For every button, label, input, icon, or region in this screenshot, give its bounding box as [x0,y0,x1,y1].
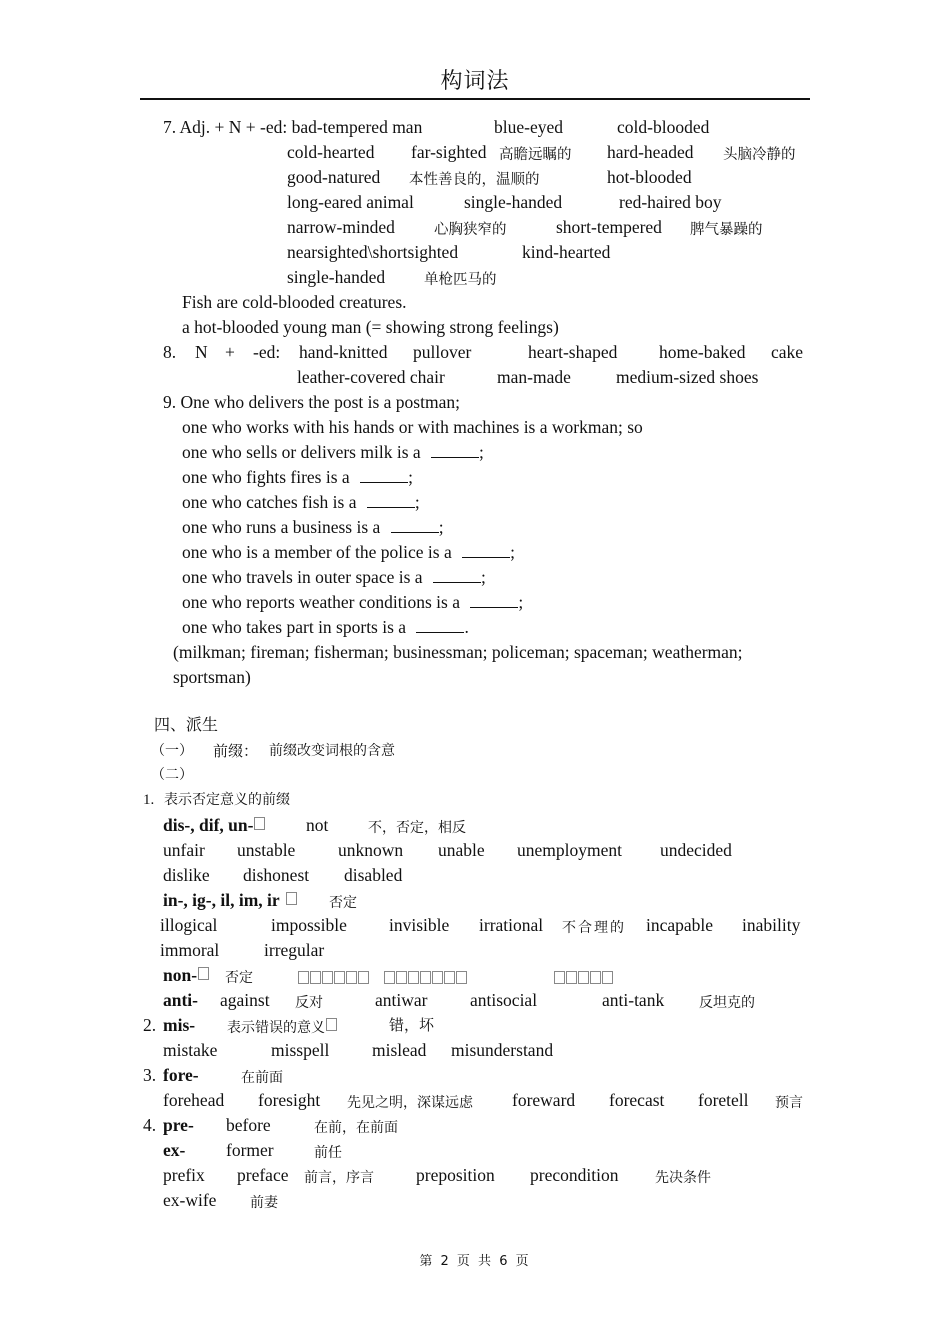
s7-line-4 [0,191,950,213]
s7-word: hard-headed [607,142,694,162]
s7-gloss: 本性善良的，温顺的 [409,172,540,188]
answer-blank [470,591,518,608]
s7-word: red-haired boy [619,192,722,212]
header-rule [140,98,810,100]
neg-prefix-heading: 1. 表示否定意义的前缀 [143,792,290,808]
s9-question: one who is a member of the police is a ; [182,542,515,562]
s7-word: single-handed [464,192,563,212]
s9-question: one who runs a business is a ; [182,517,444,537]
s7-line-3 [0,166,950,188]
prefix-label: non- [163,964,209,986]
s7-word: blue-eyed [494,117,563,137]
s8-word: medium-sized shoes [616,367,759,387]
s9-question: one who reports weather conditions is a ; [182,592,524,612]
s8-line-1 [0,341,950,363]
s7-line-6 [0,241,950,263]
s7-line-5 [0,216,950,238]
s9-question: one who takes part in sports is a . [182,617,469,637]
s7-gloss: 头脑冷静的 [723,147,796,163]
s9-question: one who catches fish is a ; [182,492,420,512]
fore-prefix-row: 3. fore- 在前面 [143,1065,283,1086]
s7-word: long-eared animal [287,192,414,212]
non-prefix-row: non- 否定 [0,964,950,986]
s9-line-2: one who works with his hands or with machines is a workman; so [182,417,643,437]
prefix-section-2: （二） [151,767,193,783]
s7-word: narrow-minded [287,217,395,237]
s7-word: nearsighted\shortsighted [287,242,459,262]
s8-word: cake [771,342,804,362]
s7-word: short-tempered [556,217,662,237]
s7-word: cold-blooded [617,117,710,137]
page-footer: 第 2 页 共 6 页 [419,1254,531,1269]
answer-blank [416,616,464,633]
s8-num: 8. [163,342,177,362]
prefix-gloss: 表示错误的意义 [227,1017,337,1039]
ex-prefix-row: ex- former 前任 [163,1140,342,1161]
s8-word: heart-shaped [528,342,618,362]
prefix-label: mis- [163,1015,196,1035]
s7-gloss: 高瞻远瞩的 [499,147,572,163]
prefix-label: dis-, dif, un- [163,814,265,836]
dis-words-2: dislike dishonest disabled [163,865,403,885]
s7-gloss: 脾气暴躁的 [690,222,763,238]
s7-gloss: 心胸狭窄的 [434,222,507,238]
prefix-label: pre- [163,1115,194,1135]
s7-example-2: a hot-blooded young man (= showing strong feelings) [182,317,559,337]
prefix-label: anti- [163,990,198,1010]
s9-question: one who fights fires is a ; [182,467,413,487]
prefix-label: in-, ig-, il, im, ir [163,889,297,911]
answer-blank [433,566,481,583]
s7-head: 7. Adj. + N + -ed: bad-tempered man [163,117,423,137]
answer-blank [431,441,479,458]
s7-line-7 [0,266,950,288]
mis-words: mistake misspell mislead misunderstand [163,1040,554,1060]
s7-word: far-sighted [411,142,487,162]
s8-plus: + [225,342,235,362]
mis-prefix-row: 2. mis- 表示错误的意义 错，坏 [0,1014,950,1036]
s9-question: one who travels in outer space is a ; [182,567,486,587]
ex-words: ex-wife 前妻 [163,1190,278,1211]
in-words-2: immoral irregular [160,940,325,960]
fore-words: forehead foresight 先见之明，深谋远虑 foreward forecast foretell 预言 [163,1090,803,1111]
s7-example-1: Fish are cold-blooded creatures. [182,292,407,312]
in-words-1: illogical impossible invisible irrational 不合理的 incapable inability [160,915,801,936]
s7-word: kind-hearted [522,242,611,262]
s8-word: home-baked [659,342,746,362]
s9-question: one who sells or delivers milk is a ; [182,442,484,462]
s7-word: hot-blooded [607,167,692,187]
section-heading: 四、派生 [154,715,219,734]
missing-glyph-icon [254,817,265,830]
missing-glyph-icon [326,1018,337,1031]
s8-ed: -ed: [253,342,281,362]
s9-answers-1: (milkman; fireman; fisherman; businessman; policeman; spaceman; weatherman; [173,642,743,662]
s7-word: cold-hearted [287,142,375,162]
s7-word: good-natured [287,167,381,187]
s7-line-1 [0,116,950,138]
s8-n: N [195,342,208,362]
missing-glyph-run [553,968,613,990]
missing-glyph-icon [286,892,297,905]
s8-word: leather-covered chair [297,367,445,387]
prefix-label: fore- [163,1065,199,1085]
s7-line-2 [0,141,950,163]
dis-words-1: unfair unstable unknown unable unemployment undecided [163,840,732,860]
missing-glyph-run [297,968,369,990]
answer-blank [462,541,510,558]
in-prefix-row: in-, ig-, il, im, ir 否定 [163,890,357,911]
answer-blank [367,491,415,508]
s9-line-1: 9. One who delivers the post is a postman; [163,392,460,412]
page-title: 构词法 [440,69,510,94]
prefix-intro: （一） 前缀： 前缀改变词根的含意 [151,742,395,760]
pre-prefix-row: 4. pre- before 在前，在前面 [143,1115,398,1136]
s8-word: pullover [413,342,472,362]
missing-glyph-icon [198,967,209,980]
s8-word: hand-knitted [299,342,388,362]
s7-word: single-handed [287,267,386,287]
answer-blank [391,516,439,533]
s9-answers-2: sportsman) [173,667,251,687]
anti-prefix-row: anti- against 反对 antiwar antisocial anti-tank 反坦克的 [163,990,755,1011]
prefix-label: ex- [163,1140,186,1160]
s8-word: man-made [497,367,571,387]
answer-blank [360,466,408,483]
s7-gloss: 单枪匹马的 [424,272,497,288]
pre-words: prefix preface 前言，序言 preposition precondition 先决条件 [163,1165,711,1186]
dis-prefix-row: dis-, dif, un- not 不，否定，相反 [163,815,466,836]
missing-glyph-run [383,968,467,990]
s8-line-2 [0,366,950,388]
